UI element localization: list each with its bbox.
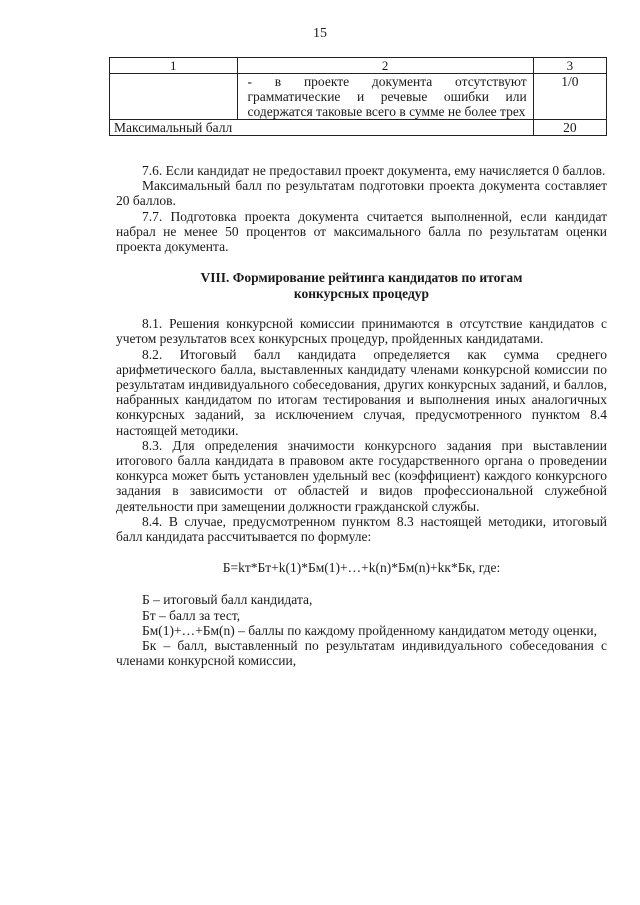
table-cell-score: 1/0: [533, 74, 606, 120]
max-score-value: 20: [533, 120, 606, 136]
paragraph-7-6: 7.6. Если кандидат не предоставил проект документа, ему начисляется 0 баллов.: [142, 163, 606, 178]
section-heading-line2: конкурсных процедур: [293, 285, 430, 301]
legend-bt: Бт – балл за тест,: [142, 607, 241, 623]
paragraph-8-4: 8.4. В случае, предусмотренном пунктом 8.3 настоящей методики, итоговый балл кандидата рассчитывается по формуле:: [116, 513, 607, 545]
paragraph-max-score: Максимальный балл по результатам подготовки проекта документа составляет 20 баллов.: [116, 178, 607, 209]
section-heading: [116, 270, 607, 301]
table-header-cell: 3: [533, 58, 606, 74]
section-heading-line1: VIII. Формирование рейтинга кандидатов по итогам: [200, 270, 523, 286]
score-table: [109, 57, 607, 136]
table-row: [110, 74, 607, 120]
formula: Б=kт*Бт+k(1)*Бм(1)+…+k(n)*Бм(n)+kк*Бк, где:: [222, 560, 501, 576]
legend-bk: Бк – балл, выставленный по результатам индивидуального собеседования с членами конкурсной комиссии,: [116, 638, 607, 669]
legend-bm: Бм(1)+…+Бм(n) – баллы по каждому пройденному кандидатом методу оценки,: [142, 622, 597, 638]
paragraph-8-2: 8.2. Итоговый балл кандидата определяется как сумма среднего арифметического балла, выставленных кандидату членами конкурсной комиссии по результатам индивидуального собеседования, других конкурсных заданий, и баллов, набранных кандидатом по итогам тестирования и выполнения иных аналогичных конкурсных заданий, за исключением случая, предусмотренного пунктом 8.4 настоящей методики.: [116, 346, 607, 438]
table-header-cell: 1: [110, 58, 238, 74]
paragraph-7-7: 7.7. Подготовка проекта документа считается выполненной, если кандидат набрал не менее 50 процентов от максимального балла по результатам оценки проекта документа.: [116, 208, 607, 255]
paragraph-8-1: 8.1. Решения конкурсной комиссии принимаются в отсутствие кандидатов с учетом результатов всех конкурсных процедур, пройденных кандидатами.: [116, 316, 607, 347]
table-header-cell: 2: [237, 58, 533, 74]
table-cell-criterion: - в проекте документа отсутствуют грамматические и речевые ошибки или содержатся таковые всего в сумме не более трех: [237, 74, 533, 120]
table-cell: [110, 74, 238, 120]
max-score-label: Максимальный балл: [110, 120, 534, 136]
document-body: [116, 163, 607, 668]
paragraph-8-3: 8.3. Для определения значимости конкурсного задания при выставлении итогового балла кандидата в правовом акте государственного органа о проведении конкурса может быть установлен удельный вес (коэффициент) каждого конкурсного задания в зависимости от областей и видов профессиональной служебной деятельности при замещении должности гражданской службы.: [116, 437, 607, 514]
page-number: 15: [313, 26, 327, 41]
table-row-max: [110, 120, 607, 136]
legend-b: Б – итоговый балл кандидата,: [142, 592, 313, 608]
table-header-row: [110, 58, 607, 74]
